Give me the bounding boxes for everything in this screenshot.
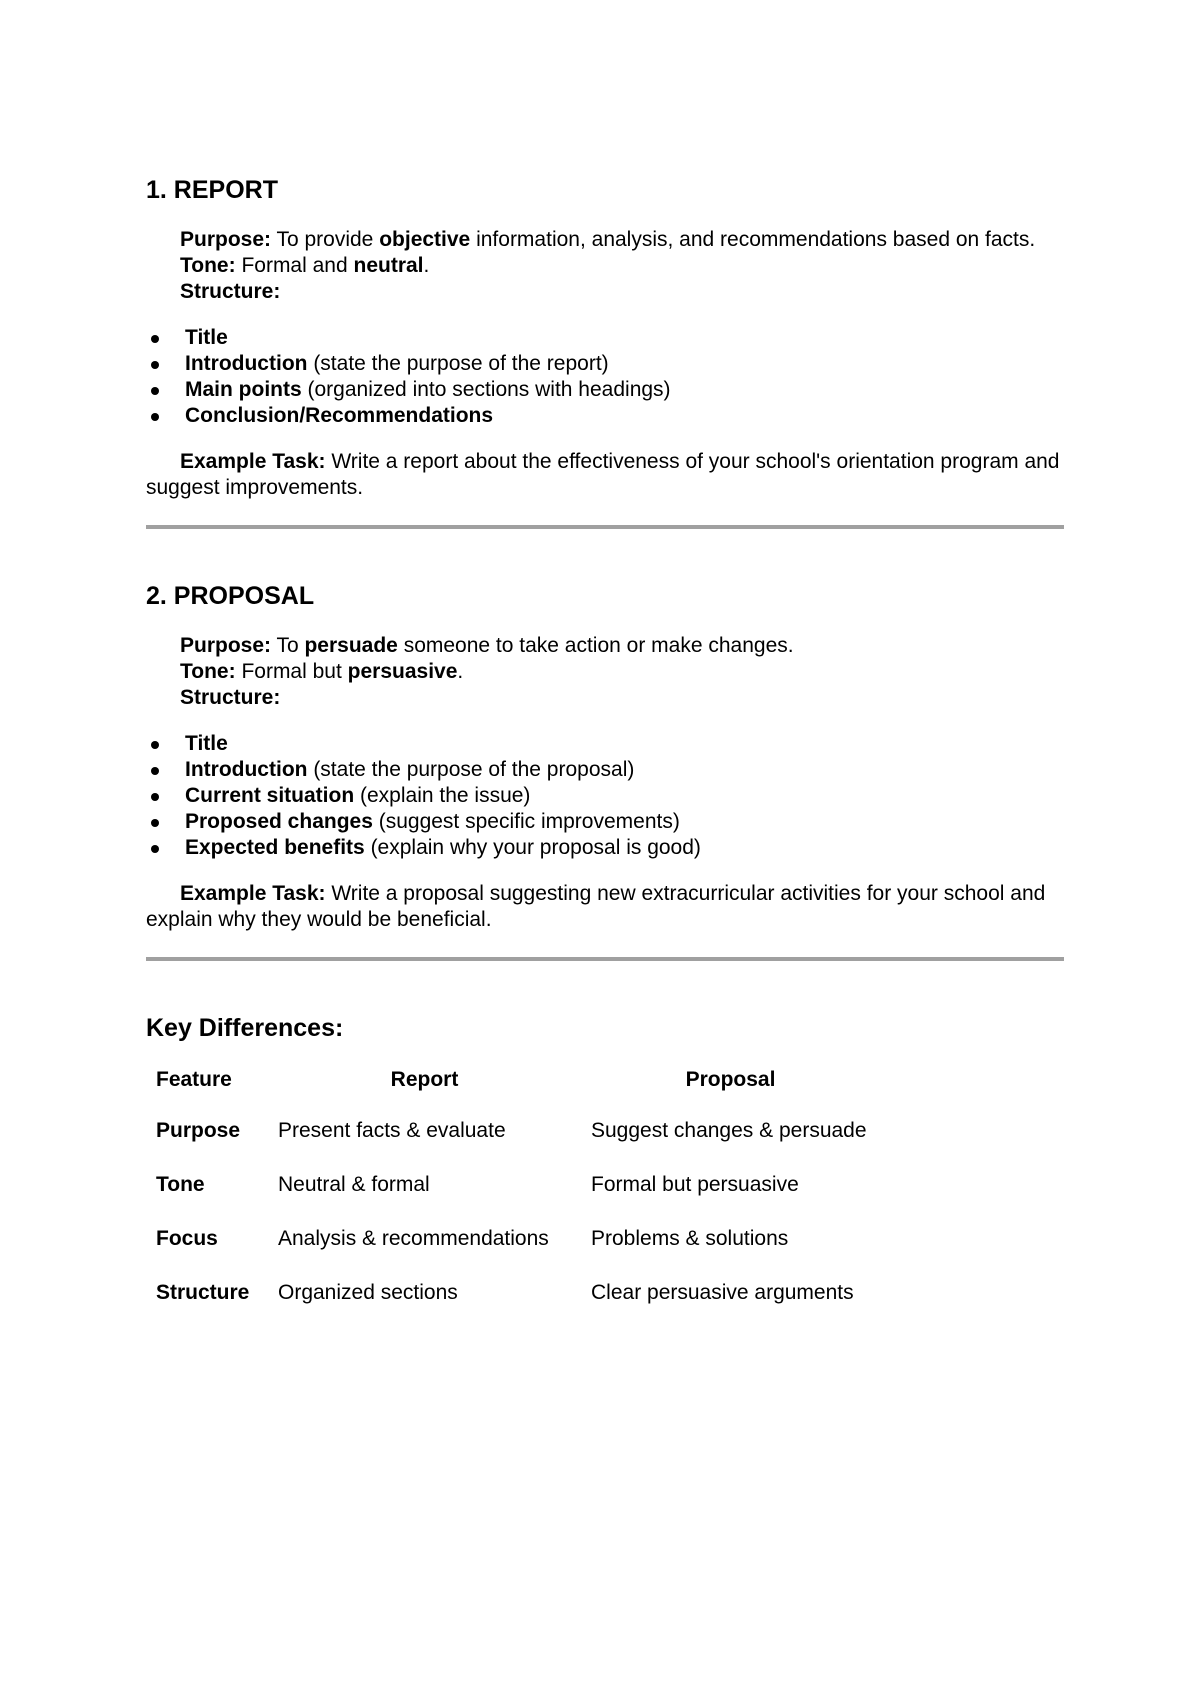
bullet-icon [151,819,159,827]
list-item-bold: Title [185,732,228,755]
proposal-tone [146,659,1064,685]
table-cell: Analysis & recommendations [278,1227,549,1250]
list-item [185,377,1064,403]
column-header: Report [390,1068,459,1091]
bullet-icon [151,767,159,775]
list-item [185,757,1064,783]
list-item-bold: Title [185,326,228,349]
list-item [185,351,1064,377]
bullet-icon [151,387,159,395]
proposal-heading: 2. PROPOSAL [146,582,315,610]
report-purpose-label: Purpose: [180,228,272,251]
proposal-tone-label: Tone: [180,660,236,683]
differences-heading: Key Differences: [146,1014,344,1042]
proposal-tone-text-pre: Formal but [235,660,348,683]
report-purpose [146,227,1064,253]
list-item-text: (explain why your proposal is good) [364,836,701,859]
bullet-icon [151,335,159,343]
section-divider [146,957,1064,961]
bullet-icon [151,361,159,369]
report-structure-list [146,325,1064,429]
list-item [185,325,1064,351]
list-item-text: (suggest specific improvements) [372,810,680,833]
proposal-purpose [146,633,1064,659]
list-item [185,783,1064,809]
bullet-icon [151,793,159,801]
list-item-bold: Main points [185,378,302,401]
list-item-text: (state the purpose of the proposal) [307,758,635,781]
list-item-bold: Expected benefits [185,836,365,859]
proposal-purpose-bold: persuade [304,634,398,657]
proposal-purpose-text-post: someone to take action or make changes. [397,634,794,657]
list-item [185,731,1064,757]
document-content [146,172,1064,1330]
report-example-label: Example Task: [180,450,326,473]
table-row [146,1168,880,1222]
table-header-row [146,1058,880,1114]
section-divider [146,525,1064,529]
proposal-structure-label-text: Structure: [180,686,281,709]
proposal-tone-text-post: . [457,660,464,683]
table-row [146,1114,880,1168]
differences-section [146,1010,1064,1330]
report-tone-label: Tone: [180,254,236,277]
table-cell: Tone [156,1173,205,1196]
proposal-example-task [146,881,1064,933]
report-tone [146,253,1064,279]
table-cell: Problems & solutions [591,1227,789,1250]
report-tone-text-post: . [423,254,430,277]
bullet-icon [151,845,159,853]
differences-table [146,1058,880,1330]
report-example-task [146,449,1064,501]
report-tone-text-pre: Formal and [235,254,354,277]
list-item [185,403,1064,429]
table-cell: Suggest changes & persuade [591,1119,867,1142]
report-structure-label-text: Structure: [180,280,281,303]
table-row [146,1222,880,1276]
proposal-example-text: Write a proposal suggesting new extracurricular activities for your school and explain why they would be beneficial. [146,882,1046,931]
report-purpose-text-post: information, analysis, and recommendations based on facts. [470,228,1036,251]
proposal-structure-label [146,685,1064,711]
proposal-section [146,578,1064,933]
list-item-text: (organized into sections with headings) [301,378,671,401]
list-item [185,835,1064,861]
table-row [146,1276,880,1330]
table-cell: Structure [156,1281,250,1304]
report-section [146,172,1064,501]
table-cell: Neutral & formal [278,1173,430,1196]
list-item-bold: Introduction [185,352,308,375]
list-item [185,809,1064,835]
report-purpose-text-pre: To provide [271,228,380,251]
list-item-text: (explain the issue) [354,784,531,807]
report-tone-bold: neutral [353,254,424,277]
report-purpose-bold: objective [379,228,471,251]
column-header: Feature [156,1068,232,1091]
proposal-example-label: Example Task: [180,882,326,905]
column-header: Proposal [685,1068,776,1091]
list-item-bold: Current situation [185,784,355,807]
proposal-structure-list [146,731,1064,861]
report-example-text: Write a report about the effectiveness of your school's orientation program and suggest improvements. [146,450,1060,499]
table-cell: Organized sections [278,1281,458,1304]
list-item-bold: Conclusion/Recommendations [185,404,494,427]
list-item-bold: Introduction [185,758,308,781]
list-item-bold: Proposed changes [185,810,373,833]
report-structure-label [146,279,1064,305]
list-item-text: (state the purpose of the report) [307,352,609,375]
table-cell: Focus [156,1227,218,1250]
report-heading: 1. REPORT [146,176,278,204]
bullet-icon [151,413,159,421]
table-cell: Present facts & evaluate [278,1119,506,1142]
table-cell: Clear persuasive arguments [591,1281,854,1304]
table-cell: Purpose [156,1119,241,1142]
table-cell: Formal but persuasive [591,1173,799,1196]
proposal-tone-bold: persuasive [347,660,458,683]
bullet-icon [151,741,159,749]
proposal-purpose-label: Purpose: [180,634,272,657]
proposal-purpose-text-pre: To [271,634,305,657]
